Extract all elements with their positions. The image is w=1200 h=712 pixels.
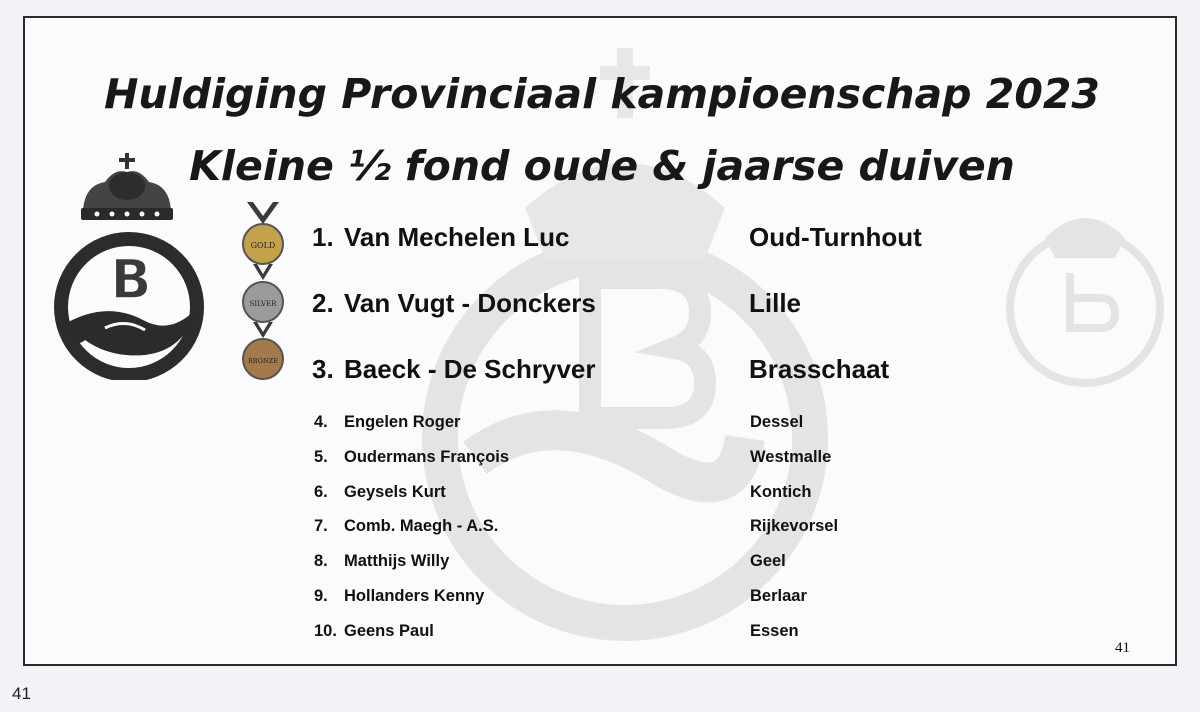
rank-name: Hollanders Kenny [344, 587, 485, 605]
page-number: 41 [12, 684, 31, 703]
rank-place: Berlaar [750, 587, 807, 605]
rank-name: Comb. Maegh - A.S. [344, 517, 499, 535]
svg-text:B: B [110, 248, 152, 311]
federation-logo [45, 150, 215, 380]
rank-place: Geel [750, 552, 786, 570]
svg-text:SILVER: SILVER [249, 300, 277, 308]
rank-name: Van Mechelen Luc [344, 222, 570, 252]
rank-number: 7. [314, 517, 328, 535]
bleed-emblem [995, 178, 1175, 408]
slide-frame [23, 16, 1177, 666]
rank-place: Lille [749, 288, 802, 318]
slide-number: 41 [1115, 640, 1130, 656]
rank-place: Kontich [750, 483, 812, 501]
rank-number: 1. [312, 222, 334, 252]
svg-text:BRONZE: BRONZE [248, 357, 278, 365]
rank-number: 8. [314, 552, 328, 570]
rank-name: Oudermans François [344, 448, 510, 466]
slide-subtitle: Kleine ½ fond oude & jaarse duiven [189, 142, 1015, 190]
svg-text:GOLD: GOLD [250, 241, 276, 250]
rank-name: Van Vugt - Donckers [344, 288, 596, 318]
rank-number: 6. [314, 483, 328, 501]
rank-place: Dessel [750, 413, 804, 431]
rank-place: Oud-Turnhout [749, 222, 922, 252]
rank-place: Westmalle [750, 448, 832, 466]
rank-number: 3. [312, 354, 334, 384]
rank-name: Geysels Kurt [344, 483, 446, 501]
rank-place: Rijkevorsel [750, 517, 839, 535]
rank-number: 4. [314, 413, 328, 431]
rank-name: Baeck - De Schryver [344, 354, 596, 384]
watermark-emblem [405, 38, 865, 658]
rank-place: Essen [750, 622, 799, 640]
rank-number: 10. [314, 622, 337, 640]
rank-number: 9. [314, 587, 328, 605]
slide-title: Huldiging Provinciaal kampioenschap 2023 [104, 70, 1100, 118]
rank-place: Brasschaat [749, 354, 890, 384]
rank-number: 5. [314, 448, 328, 466]
rank-name: Engelen Roger [344, 413, 461, 431]
rank-name: Geens Paul [344, 622, 434, 640]
medals-stack [233, 202, 293, 402]
rank-number: 2. [312, 288, 334, 318]
rank-name: Matthijs Willy [344, 552, 450, 570]
